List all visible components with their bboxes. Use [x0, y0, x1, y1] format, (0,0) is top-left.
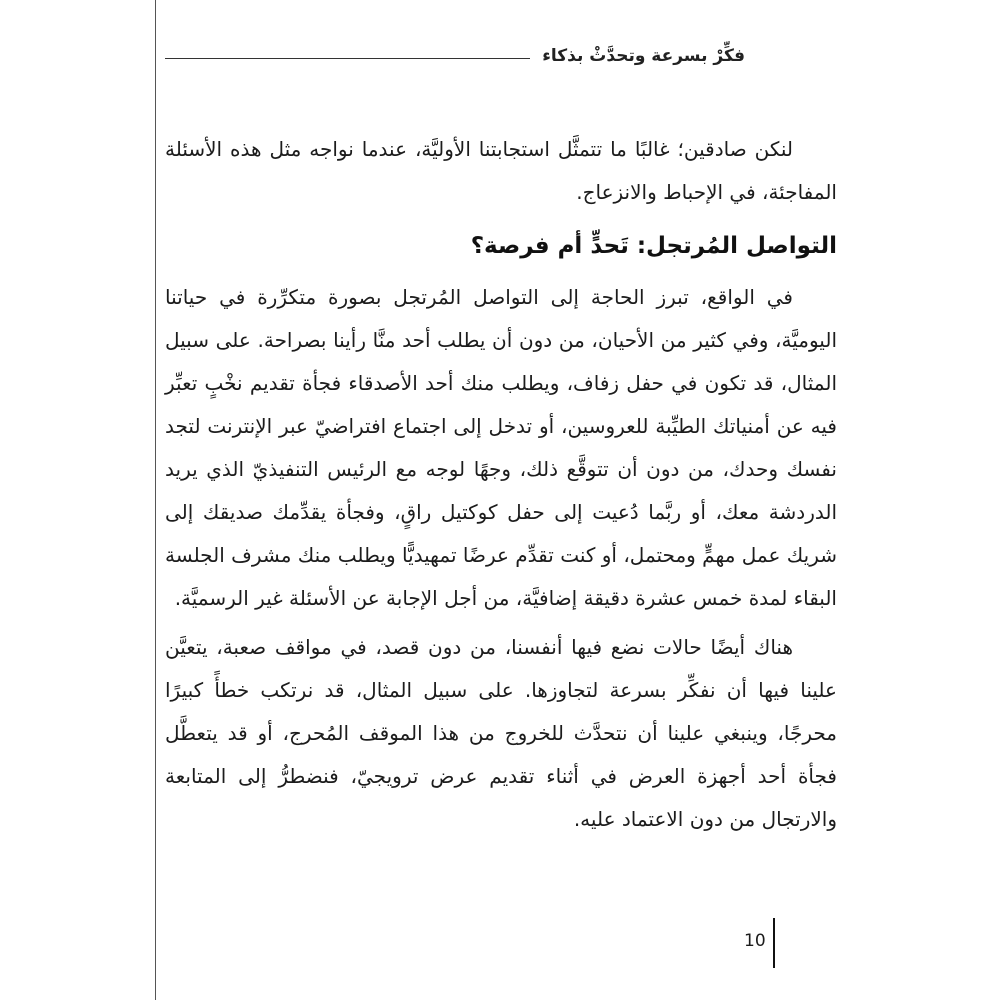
body-paragraph-2: هناك أيضًا حالات نضع فيها أنفسنا، من دون قصد، في مواقف صعبة، يتعيَّن علينا فيها أن نفكِّر بسرعة لتجاوزها. على سبيل المثال، قد نرتكب خطأً كبيرًا محرجًا، وينبغي علينا أن نتحدَّث للخروج من هذا الموقف المُحرج، أو قد يتعطَّل فجأة أحد أجهزة العرض في أثناء تقديم عرض ترويجيّ، فنضطرُّ إلى المتابعة والارتجال من دون الاعتماد عليه.: [165, 635, 837, 831]
intro-paragraph: لنكن صادقين؛ غالبًا ما تتمثَّل استجابتنا الأوليَّة، عندما نواجه مثل هذه الأسئلة المفاجئة، في الإحباط والانزعاج.: [165, 137, 837, 204]
page-body: [165, 128, 837, 847]
running-header-title: فكِّرْ بسرعة وتحدَّثْ بذكاء: [542, 46, 745, 66]
page-number-rule: [773, 918, 775, 968]
page-margin-rule: [155, 0, 156, 1000]
running-header: [165, 46, 745, 66]
header-divider-line: [165, 58, 530, 59]
page-number: 10: [744, 931, 766, 951]
section-heading: التواصل المُرتجل: تَحدٍّ أم فرصة؟: [470, 233, 837, 259]
body-paragraph-1: في الواقع، تبرز الحاجة إلى التواصل المُرتجل بصورة متكرِّرة في حياتنا اليوميَّة، وفي كثير من الأحيان، من دون أن يطلب أحد منَّا رأينا بصراحة. على سبيل المثال، قد تكون في حفل زفاف، ويطلب منك أحد الأصدقاء فجأة تقديم نخْبٍ تعبِّر فيه عن أمنياتك الطيِّبة للعروسين، أو تدخل إلى اجتماع افتراضيّ عبر الإنترنت لتجد نفسك وحدك، من دون أن تتوقَّع ذلك، وجهًا لوجه مع الرئيس التنفيذيّ الذي يريد الدردشة معك، أو ربَّما دُعيت إلى حفل كوكتيل راقٍ، وفجأة يقدِّمك صديقك إلى شريك عمل مهمٍّ ومحتمل، أو كنت تقدِّم عرضًا تمهيديًّا ويطلب منك مشرف الجلسة البقاء لمدة خمس عشرة دقيقة إضافيَّة، من أجل الإجابة عن الأسئلة غير الرسميَّة.: [165, 285, 837, 610]
